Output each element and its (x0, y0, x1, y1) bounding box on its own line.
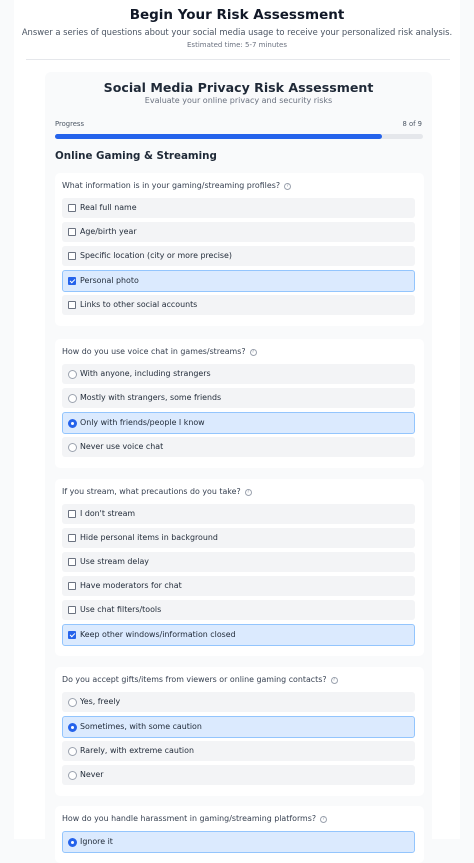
checkbox-control[interactable] (68, 252, 76, 260)
assessment-subtitle: Evaluate your online privacy and security risks (144, 96, 333, 105)
radio-control[interactable] (68, 723, 77, 732)
radio-control[interactable] (68, 771, 77, 780)
radio-option[interactable] (62, 364, 415, 384)
assessment-title: Social Media Privacy Risk Assessment (103, 80, 374, 95)
checkbox-option[interactable] (62, 552, 415, 572)
option-label: Use chat filters/tools (80, 605, 162, 614)
radio-control[interactable] (68, 443, 77, 452)
checkbox-option[interactable] (62, 576, 415, 596)
radio-control[interactable] (68, 698, 77, 707)
checkbox-control[interactable] (68, 582, 76, 590)
checkbox-option[interactable] (62, 222, 415, 242)
page-subtitle: Answer a series of questions about your social media usage to receive your personalized risk analysis. (21, 27, 453, 37)
question-card (55, 806, 424, 863)
progress-bar-fill (55, 134, 382, 139)
question-label: If you stream, what precautions do you take? (62, 487, 241, 496)
checkbox-option[interactable] (62, 504, 415, 524)
checkbox-control[interactable] (68, 510, 76, 518)
radio-option[interactable] (62, 831, 415, 853)
checkbox-option[interactable] (62, 270, 415, 292)
question-card (55, 339, 424, 468)
checkbox-option[interactable] (62, 198, 415, 218)
question-card (55, 667, 424, 796)
estimated-time: Estimated time: 5-7 minutes (187, 41, 287, 49)
checkbox-option[interactable] (62, 295, 415, 315)
option-label: I don't stream (80, 509, 136, 518)
question-card (55, 173, 424, 326)
question-label: How do you handle harassment in gaming/streaming platforms? (62, 814, 317, 823)
option-label: Never (80, 770, 104, 779)
option-label: Links to other social accounts (80, 300, 198, 309)
checkbox-control[interactable] (68, 277, 76, 285)
question-text (62, 487, 252, 496)
help-icon[interactable]: ? (245, 489, 252, 496)
radio-option[interactable] (62, 716, 415, 738)
radio-control[interactable] (68, 838, 77, 847)
checkbox-control[interactable] (68, 228, 76, 236)
progress-bar (55, 134, 423, 139)
checkbox-option[interactable] (62, 600, 415, 620)
option-label: Rarely, with extreme caution (80, 746, 194, 755)
question-text (62, 675, 338, 684)
checkbox-control[interactable] (68, 558, 76, 566)
radio-control[interactable] (68, 370, 77, 379)
question-label: Do you accept gifts/items from viewers or online gaming contacts? (62, 675, 327, 684)
progress-count: 8 of 9 (402, 120, 422, 128)
section-title: Online Gaming & Streaming (55, 150, 217, 162)
question-label: How do you use voice chat in games/streams? (62, 347, 246, 356)
help-icon[interactable]: ? (250, 349, 257, 356)
page-title: Begin Your Risk Assessment (129, 7, 345, 23)
checkbox-control[interactable] (68, 204, 76, 212)
radio-option[interactable] (62, 388, 415, 408)
checkbox-option[interactable] (62, 528, 415, 548)
question-text (62, 347, 257, 356)
radio-option[interactable] (62, 741, 415, 761)
option-label: Mostly with strangers, some friends (80, 393, 222, 402)
checkbox-control[interactable] (68, 631, 76, 639)
checkbox-control[interactable] (68, 606, 76, 614)
progress-label: Progress (55, 120, 85, 128)
radio-option[interactable] (62, 692, 415, 712)
question-text (62, 181, 291, 190)
checkbox-control[interactable] (68, 301, 76, 309)
option-label: Hide personal items in background (80, 533, 218, 542)
radio-option[interactable] (62, 437, 415, 457)
question-label: What information is in your gaming/streaming profiles? (62, 181, 281, 190)
option-label: Sometimes, with some caution (80, 722, 202, 731)
checkbox-option[interactable] (62, 246, 415, 266)
option-label: Personal photo (80, 276, 139, 285)
option-label: Never use voice chat (80, 442, 164, 451)
help-icon[interactable]: ? (320, 816, 327, 823)
checkbox-option[interactable] (62, 624, 415, 646)
checkbox-control[interactable] (68, 534, 76, 542)
radio-control[interactable] (68, 747, 77, 756)
option-label: Have moderators for chat (80, 581, 182, 590)
option-label: Ignore it (80, 837, 113, 846)
option-label: Use stream delay (80, 557, 149, 566)
radio-control[interactable] (68, 419, 77, 428)
question-text (62, 814, 327, 823)
option-label: Age/birth year (80, 227, 137, 236)
option-label: Specific location (city or more precise) (80, 251, 232, 260)
help-icon[interactable]: ? (284, 183, 291, 190)
question-card (55, 479, 424, 656)
option-label: Yes, freely (80, 697, 121, 706)
radio-option[interactable] (62, 765, 415, 785)
option-label: With anyone, including strangers (80, 369, 211, 378)
help-icon[interactable]: ? (331, 677, 338, 684)
option-label: Real full name (80, 203, 137, 212)
radio-control[interactable] (68, 394, 77, 403)
radio-option[interactable] (62, 412, 415, 434)
option-label: Only with friends/people I know (80, 418, 205, 427)
option-label: Keep other windows/information closed (80, 630, 236, 639)
header-divider (26, 59, 450, 60)
